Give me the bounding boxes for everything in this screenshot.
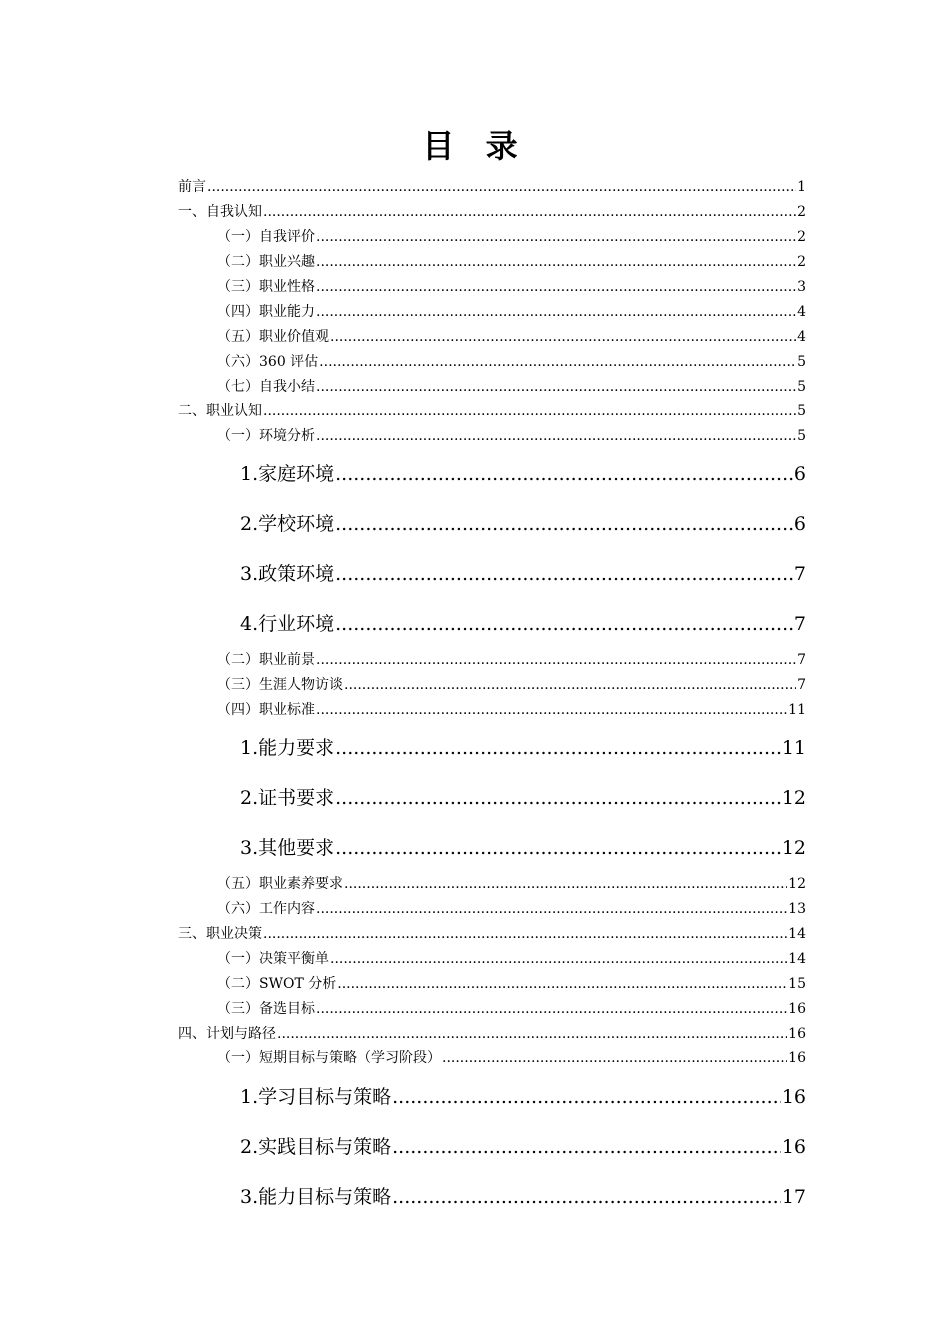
toc-entry[interactable]: 3.其他要求 ..... 12 [240, 835, 806, 861]
leader-dots [335, 611, 793, 637]
leader-dots [330, 950, 787, 968]
toc-entry[interactable]: 1.学习目标与策略 ..... 16 [240, 1084, 806, 1110]
leader-dots [392, 1184, 781, 1210]
toc-entry[interactable]: （一）决策平衡单 ..... 14 [217, 950, 806, 968]
leader-dots [316, 378, 796, 396]
leader-dots [319, 353, 796, 371]
toc-entry[interactable]: （三）备选目标 ..... 16 [217, 1000, 806, 1018]
toc-entry[interactable]: 3.能力目标与策略 ..... 17 [240, 1184, 806, 1210]
leader-dots [316, 900, 787, 918]
toc-entry[interactable]: （二）SWOT 分析 ..... 15 [217, 975, 806, 993]
leader-dots [335, 561, 793, 587]
leader-dots [392, 1134, 781, 1160]
leader-dots [442, 1049, 787, 1067]
leader-dots [335, 461, 793, 487]
leader-dots [344, 875, 787, 893]
leader-dots [316, 1000, 787, 1018]
toc-entry[interactable]: （四）职业标准 ..... 11 [217, 701, 806, 719]
leader-dots [316, 427, 796, 445]
leader-dots [263, 402, 796, 420]
leader-dots [344, 676, 796, 694]
leader-dots [263, 203, 796, 221]
toc-entry[interactable]: （七）自我小结 ..... 5 [217, 378, 806, 396]
toc-entry[interactable]: 一、自我认知 ..... 2 [178, 203, 806, 221]
leader-dots [392, 1084, 781, 1110]
toc-entry[interactable]: 2.学校环境 ..... 6 [240, 511, 806, 537]
toc-entry[interactable]: （二）职业兴趣 ..... 2 [217, 253, 806, 271]
toc-entry[interactable]: （六）工作内容 ..... 13 [217, 900, 806, 918]
leader-dots [335, 835, 781, 861]
toc-entry[interactable]: （一）环境分析 ..... 5 [217, 427, 806, 445]
leader-dots [335, 785, 781, 811]
leader-dots [335, 511, 793, 537]
toc-entry[interactable]: 2.证书要求 ..... 12 [240, 785, 806, 811]
toc-entry[interactable]: （二）职业前景 ..... 7 [217, 651, 806, 669]
leader-dots [316, 303, 796, 321]
leader-dots [263, 925, 787, 943]
leader-dots [316, 228, 796, 246]
toc-entry[interactable]: （五）职业素养要求 ..... 12 [217, 875, 806, 893]
toc-entry[interactable]: 3.政策环境 ..... 7 [240, 561, 806, 587]
leader-dots [335, 735, 781, 761]
toc-entry[interactable]: 四、计划与路径 ..... 16 [178, 1025, 806, 1043]
leader-dots [277, 1025, 787, 1043]
toc-entry[interactable]: （三）职业性格 ..... 3 [217, 278, 806, 296]
toc-entry[interactable]: 4.行业环境 ..... 7 [240, 611, 806, 637]
toc-entry[interactable]: （五）职业价值观 ..... 4 [217, 328, 806, 346]
toc-entry[interactable]: （一）自我评价 ..... 2 [217, 228, 806, 246]
toc-entry[interactable]: （四）职业能力 ..... 4 [217, 303, 806, 321]
leader-dots [316, 701, 787, 719]
toc-entry[interactable]: 前言 ..... 1 [178, 178, 806, 196]
toc-entry[interactable]: 2.实践目标与策略 ..... 16 [240, 1134, 806, 1160]
leader-dots [316, 253, 796, 271]
page-title: 目 录 [422, 127, 528, 165]
toc-entry[interactable]: 三、职业决策 ..... 14 [178, 925, 806, 943]
leader-dots [316, 651, 796, 669]
leader-dots [337, 975, 787, 993]
leader-dots [207, 178, 796, 196]
toc-entry[interactable]: 二、职业认知 ..... 5 [178, 402, 806, 420]
toc-entry[interactable]: （六）360 评估 ..... 5 [217, 353, 806, 371]
leader-dots [316, 278, 796, 296]
toc-entry[interactable]: （一）短期目标与策略（学习阶段） ..... 16 [217, 1049, 806, 1067]
leader-dots [330, 328, 796, 346]
toc-entry[interactable]: （三）生涯人物访谈 ..... 7 [217, 676, 806, 694]
toc-entry[interactable]: 1.家庭环境 ..... 6 [240, 461, 806, 487]
toc-entry[interactable]: 1.能力要求 ..... 11 [240, 735, 806, 761]
